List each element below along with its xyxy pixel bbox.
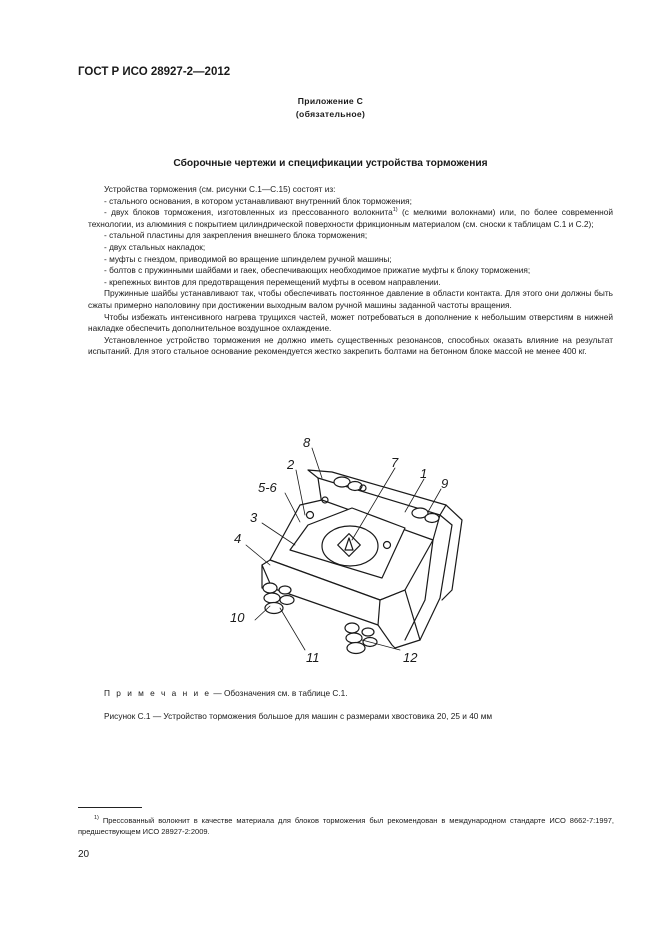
label-10: 10 <box>230 610 245 625</box>
label-5-6: 5-6 <box>258 480 277 495</box>
intro-paragraph: Устройства торможения (см. рисунки С.1—С.15) состоят из: <box>104 184 336 194</box>
document-header: ГОСТ Р ИСО 28927-2—2012 <box>78 66 231 78</box>
list-item: - двух блоков торможения, изготовленных из прессованного волокнита$^{1)}$ (с мелкими волокнами) или, по более современной технологии, из алюминия с покрытием цилиндрической поверхности фрикционным материалом (см. сноски к таблицам С.1 и С.2); <box>88 207 613 229</box>
paragraph: Пружинные шайбы устанавливают так, чтобы обеспечивать постоянное давление в области контакта. Для этого они должны быть сжаты примерно наполовину при достижении выходным валом ручной машины заданной частоты вращения. <box>88 288 613 310</box>
page-number: 20 <box>78 849 90 860</box>
annex-title: Приложение С <box>297 96 364 106</box>
label-11: 11 <box>306 650 320 665</box>
annex-status: (обязательное) <box>295 109 366 119</box>
list-item: - муфты с гнездом, приводимой во вращение шпинделем ручной машины; <box>104 253 392 264</box>
list-item: - стального основания, в котором устанавливают внутренний блок торможения; <box>104 195 412 206</box>
label-2: 2 <box>287 457 295 472</box>
figure-note: П р и м е ч а н и е — Обозначения см. в таблице С.1. <box>104 688 348 698</box>
list-item: - двух стальных накладок; <box>104 241 206 252</box>
figure-caption: Рисунок С.1 — Устройство торможения большое для машин с размерами хвостовика 20, 25 и 40 мм <box>104 711 493 721</box>
footnote-divider <box>78 807 142 808</box>
footnote-ref: 1) <box>392 207 398 214</box>
label-8: 8 <box>303 435 311 450</box>
paragraph: Установленное устройство торможения не должно иметь существенных резонансов, способных оказать влияние на результат испытаний. Для этого стальное основание рекомендуется жестко закрепить болтами на бетонном блоке массой не менее 400 кг. <box>88 334 613 357</box>
list-item: - крепежных винтов для предотвращения перемещений муфты в осевом направлении. <box>104 276 441 287</box>
list-item: - болтов с пружинными шайбами и гаек, обеспечивающих необходимое прижатие муфты к блоку торможения; <box>104 265 531 276</box>
footnote: $^{1)}$ Прессованный волокнит в качестве материала для блоков торможения был рекомендован в международном стандарте ИСО 8662-7:1997, предшествующем ИСО 28927-2:2009. <box>78 815 614 836</box>
label-12: 12 <box>403 650 418 665</box>
footnote-mark: 1) <box>94 815 99 821</box>
paragraph: Чтобы избежать интенсивного нагрева трущихся частей, может потребоваться в дополнение к небольшим отверстиям в нижней накладке обеспечить дополнительное воздушное охлаждение. <box>88 311 613 334</box>
label-4: 4 <box>234 531 242 546</box>
label-7: 7 <box>391 455 399 470</box>
section-title: Сборочные чертежи и спецификации устройства торможения <box>173 158 488 169</box>
label-3: 3 <box>250 510 258 525</box>
list-item: - стальной пластины для закрепления внешнего блока торможения; <box>104 230 368 241</box>
label-1: 1 <box>420 466 428 481</box>
label-9: 9 <box>441 476 449 491</box>
